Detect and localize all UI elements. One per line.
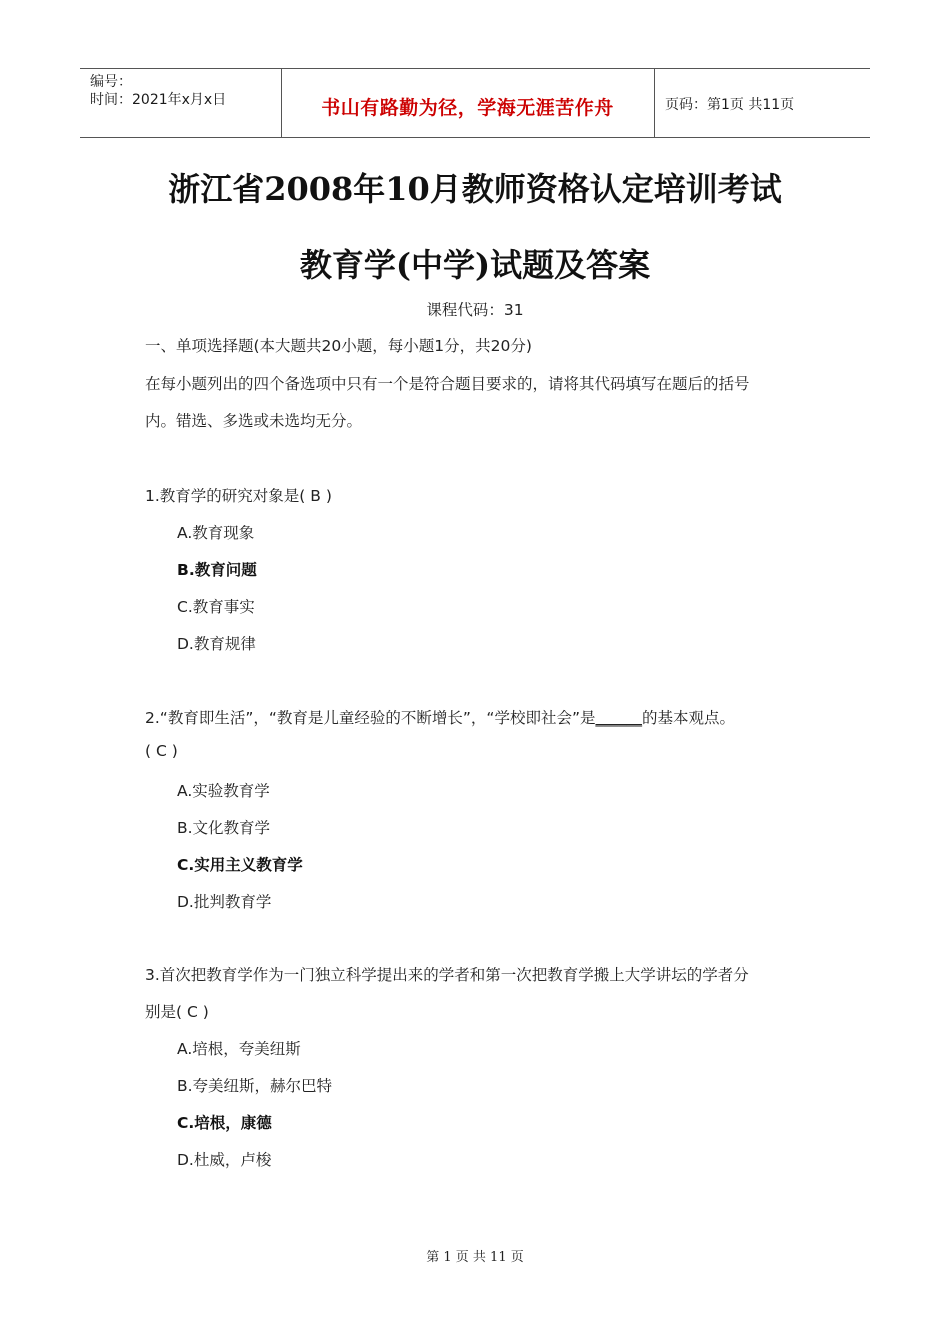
question-2-stem-text: 2.“教育即生活”，“教育是儿童经验的不断增长”，“学校即社会”是 [145, 709, 596, 727]
question-3-option-c: C.培根，康德 [177, 1114, 272, 1132]
section-instruction-2: 内。错选、多选或未选均无分。 [145, 412, 363, 430]
question-2-stem-tail: 的基本观点。 [641, 709, 735, 727]
question-3-option-a: A.培根，夸美纽斯 [177, 1040, 301, 1058]
section-heading: 一、单项选择题(本大题共20小题，每小题1分，共20分) [145, 337, 532, 355]
course-code: 课程代码：31 [426, 301, 524, 319]
header-middle-cell [281, 69, 655, 137]
page-footer: 第 1 页 共 11 页 [426, 1250, 524, 1265]
question-1-option-a: A.教育现象 [177, 524, 255, 542]
doc-title-line2: 教育学(中学)试题及答案 [299, 246, 651, 284]
question-1-option-c: C.教育事实 [177, 598, 255, 616]
question-3-option-b: B.夸美纽斯，赫尔巴特 [177, 1077, 333, 1095]
question-2-option-c: C.实用主义教育学 [177, 856, 303, 874]
question-2-option-d: D.批判教育学 [177, 893, 272, 911]
question-1-option-d: D.教育规律 [177, 635, 256, 653]
question-3-stem-line1: 3.首次把教育学作为一门独立科学提出来的学者和第一次把教育学搬上大学讲坛的学者分 [145, 966, 749, 984]
question-2-blank: ______ [595, 709, 642, 727]
doc-title-line1: 浙江省2008年10月教师资格认定培训考试 [168, 170, 782, 208]
question-1-option-b: B.教育问题 [177, 561, 257, 579]
time-label: 时间：2021年x月x日 [90, 92, 227, 108]
header-right-cell [655, 69, 870, 137]
header-left-cell [80, 69, 282, 137]
question-2-stem-line2: ( C ) [145, 742, 178, 760]
question-3-stem-line2: 别是( C ) [145, 1003, 209, 1021]
page-info: 页码：第1页 共11页 [665, 97, 795, 113]
question-3-option-d: D.杜威，卢梭 [177, 1151, 272, 1169]
page-header [80, 68, 870, 138]
question-1-stem: 1.教育学的研究对象是( B ) [145, 487, 332, 505]
question-2-option-a: A.实验教育学 [177, 782, 270, 800]
question-2-stem-line1 [145, 706, 735, 728]
section-instruction-1: 在每小题列出的四个备选项中只有一个是符合题目要求的，请将其代码填写在题后的括号 [145, 375, 750, 393]
motto: 书山有路勤为径，学海无涯苦作舟 [321, 97, 614, 119]
question-2-option-b: B.文化教育学 [177, 819, 271, 837]
number-label: 编号： [90, 74, 132, 90]
